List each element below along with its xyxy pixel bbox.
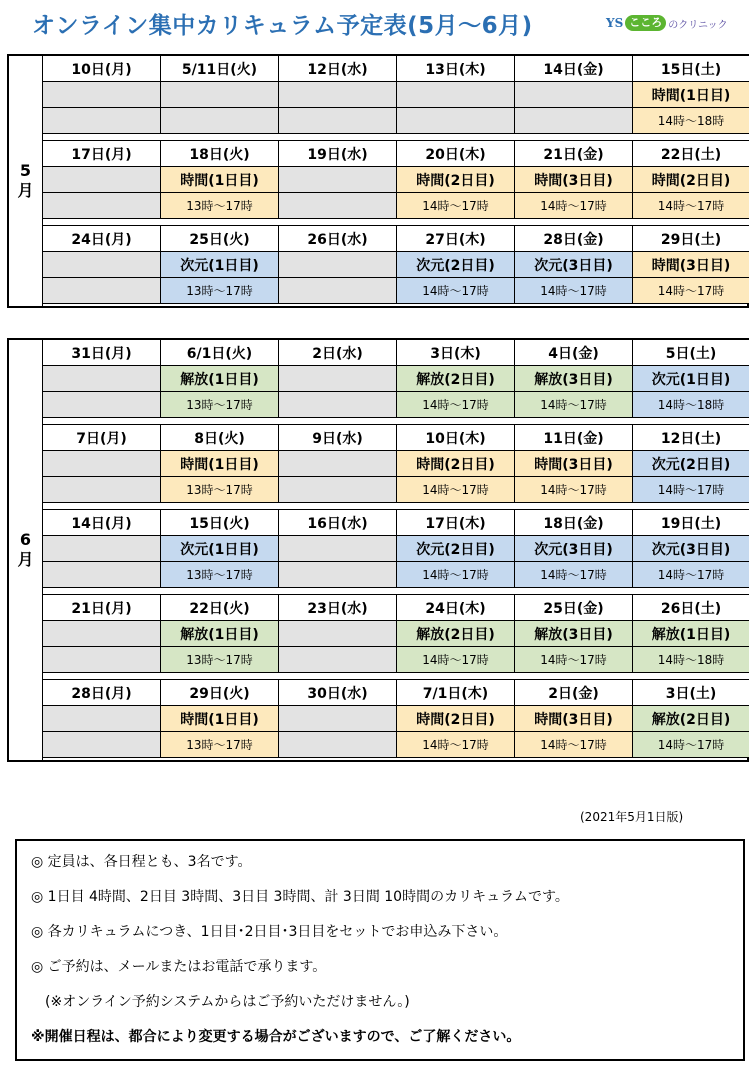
time-cell: 13時～17時 (161, 562, 279, 588)
date-cell: 18日(火) (161, 141, 279, 167)
time-cell (43, 278, 161, 304)
time-cell (43, 477, 161, 503)
date-cell: 28日(金) (515, 226, 633, 252)
time-cell: 13時～17時 (161, 732, 279, 758)
date-cell: 17日(月) (43, 141, 161, 167)
week-group (43, 226, 749, 304)
week-group (43, 340, 749, 418)
course-cell: 次元(2日目) (633, 451, 749, 477)
course-cell: 解放(3日目) (515, 621, 633, 647)
course-cell: 時間(1日目) (161, 451, 279, 477)
course-cell (43, 621, 161, 647)
date-cell: 12日(水) (279, 56, 397, 82)
course-cell (43, 366, 161, 392)
date-cell: 18日(金) (515, 510, 633, 536)
note-line: ◎ ご予約は、メールまたはお電話で承ります。 (31, 959, 327, 975)
date-cell: 3日(土) (633, 680, 749, 706)
date-cell: 2日(水) (279, 340, 397, 366)
course-cell: 時間(1日目) (633, 82, 749, 108)
date-cell: 17日(木) (397, 510, 515, 536)
note-line: (※オンライン予約システムからはご予約いただけません。) (31, 994, 410, 1010)
course-cell: 時間(3日目) (515, 706, 633, 732)
course-cell: 次元(3日目) (515, 252, 633, 278)
date-row (43, 595, 749, 621)
course-cell: 次元(1日目) (161, 252, 279, 278)
time-cell (43, 392, 161, 418)
time-cell: 13時～17時 (161, 193, 279, 219)
time-cell: 14時～17時 (515, 193, 633, 219)
course-cell: 解放(1日目) (633, 621, 749, 647)
date-cell: 22日(土) (633, 141, 749, 167)
time-cell: 14時～17時 (515, 562, 633, 588)
logo-ys: YS (606, 16, 624, 30)
date-cell: 4日(金) (515, 340, 633, 366)
time-cell: 14時～17時 (397, 647, 515, 673)
time-cell: 14時～17時 (397, 193, 515, 219)
time-cell: 14時～17時 (397, 477, 515, 503)
week-group (43, 141, 749, 219)
time-cell: 13時～17時 (161, 278, 279, 304)
time-cell: 13時～17時 (161, 477, 279, 503)
logo-clinic: のクリニック (668, 19, 728, 31)
course-cell (279, 536, 397, 562)
course-row (43, 621, 749, 647)
date-cell: 14日(月) (43, 510, 161, 536)
edition-date: (2021年5月1日版) (580, 810, 684, 824)
date-cell: 8日(火) (161, 425, 279, 451)
date-cell: 13日(木) (397, 56, 515, 82)
course-cell: 時間(2日目) (397, 706, 515, 732)
date-cell: 12日(土) (633, 425, 749, 451)
week-group (43, 510, 749, 588)
course-cell: 解放(2日目) (397, 366, 515, 392)
course-cell: 解放(3日目) (515, 366, 633, 392)
date-cell: 24日(木) (397, 595, 515, 621)
time-row (43, 562, 749, 588)
note-line: ※開催日程は、都合により変更する場合がございますので、ご了解ください。 (31, 1029, 521, 1045)
date-cell: 25日(火) (161, 226, 279, 252)
date-row (43, 510, 749, 536)
course-cell: 時間(3日目) (515, 451, 633, 477)
logo-kokoro: こころ (625, 15, 666, 31)
date-cell: 21日(金) (515, 141, 633, 167)
date-cell: 5日(土) (633, 340, 749, 366)
time-row (43, 278, 749, 304)
clinic-logo (606, 13, 728, 33)
date-row (43, 680, 749, 706)
time-cell: 13時～17時 (161, 392, 279, 418)
note-line: ◎ 1日目 4時間、2日目 3時間、3日目 3時間、計 3日間 10時間のカリキュラムです。 (31, 889, 569, 905)
time-cell (43, 732, 161, 758)
month-label-char: 6 (19, 530, 32, 549)
course-cell (43, 706, 161, 732)
course-row (43, 82, 749, 108)
date-cell: 14日(金) (515, 56, 633, 82)
course-cell (161, 82, 279, 108)
course-cell (279, 706, 397, 732)
date-cell: 2日(金) (515, 680, 633, 706)
time-cell: 14時～17時 (515, 477, 633, 503)
note-line: ◎ 各カリキュラムにつき、1日目･2日目･3日目をセットでお申込み下さい。 (31, 924, 508, 940)
course-cell (515, 82, 633, 108)
course-cell (43, 167, 161, 193)
time-cell: 14時～17時 (397, 278, 515, 304)
course-cell: 次元(1日目) (161, 536, 279, 562)
course-cell: 次元(1日目) (633, 366, 749, 392)
month-block (7, 54, 749, 308)
course-cell (279, 621, 397, 647)
time-cell: 14時～17時 (633, 193, 749, 219)
course-cell: 次元(3日目) (633, 536, 749, 562)
course-cell (279, 82, 397, 108)
date-cell: 30日(水) (279, 680, 397, 706)
note-line: ◎ 定員は、各日程とも、3名です。 (31, 854, 252, 870)
time-cell: 14時～17時 (397, 562, 515, 588)
time-cell (279, 278, 397, 304)
course-cell: 時間(2日目) (397, 167, 515, 193)
time-cell: 14時～18時 (633, 392, 749, 418)
date-row (43, 141, 749, 167)
time-cell (279, 392, 397, 418)
date-row (43, 226, 749, 252)
time-cell (515, 108, 633, 134)
date-cell: 20日(木) (397, 141, 515, 167)
date-cell: 24日(月) (43, 226, 161, 252)
course-row (43, 366, 749, 392)
date-cell: 15日(火) (161, 510, 279, 536)
time-cell: 14時～17時 (515, 732, 633, 758)
week-group (43, 680, 749, 758)
date-cell: 19日(土) (633, 510, 749, 536)
time-cell (279, 732, 397, 758)
time-cell (279, 647, 397, 673)
notes-box (15, 839, 745, 1061)
time-row (43, 392, 749, 418)
date-row (43, 340, 749, 366)
date-cell: 28日(月) (43, 680, 161, 706)
time-cell (161, 108, 279, 134)
date-cell: 7日(月) (43, 425, 161, 451)
date-cell: 29日(火) (161, 680, 279, 706)
course-cell (279, 451, 397, 477)
time-row (43, 477, 749, 503)
course-row (43, 252, 749, 278)
course-cell (43, 451, 161, 477)
course-cell: 解放(1日目) (161, 366, 279, 392)
course-cell: 次元(2日目) (397, 536, 515, 562)
course-cell: 時間(3日目) (515, 167, 633, 193)
time-cell: 14時～18時 (633, 108, 749, 134)
time-cell: 14時～17時 (397, 392, 515, 418)
date-cell: 27日(木) (397, 226, 515, 252)
course-cell: 解放(2日目) (397, 621, 515, 647)
week-group (43, 56, 749, 134)
course-cell: 時間(2日目) (397, 451, 515, 477)
course-cell (43, 252, 161, 278)
week-group (43, 425, 749, 503)
course-row (43, 167, 749, 193)
date-cell: 10日(月) (43, 56, 161, 82)
date-cell: 26日(水) (279, 226, 397, 252)
time-cell (279, 477, 397, 503)
date-cell: 21日(月) (43, 595, 161, 621)
date-cell: 26日(土) (633, 595, 749, 621)
time-cell: 14時～17時 (633, 562, 749, 588)
time-cell: 14時～17時 (515, 647, 633, 673)
time-cell: 13時～17時 (161, 647, 279, 673)
time-cell: 14時～17時 (633, 732, 749, 758)
time-cell: 14時～17時 (633, 477, 749, 503)
course-cell (43, 536, 161, 562)
course-cell: 解放(1日目) (161, 621, 279, 647)
course-cell: 時間(1日目) (161, 167, 279, 193)
time-cell: 14時～17時 (515, 278, 633, 304)
week-group (43, 595, 749, 673)
course-cell (279, 167, 397, 193)
date-cell: 3日(木) (397, 340, 515, 366)
time-cell (43, 562, 161, 588)
time-cell (279, 562, 397, 588)
date-cell: 9日(水) (279, 425, 397, 451)
time-row (43, 193, 749, 219)
month-label-char: 5 (19, 161, 32, 180)
course-row (43, 451, 749, 477)
month-block (7, 338, 749, 762)
time-cell: 14時～18時 (633, 647, 749, 673)
date-cell: 15日(土) (633, 56, 749, 82)
date-cell: 16日(水) (279, 510, 397, 536)
course-cell (279, 252, 397, 278)
month-label (9, 340, 42, 760)
date-cell: 10日(木) (397, 425, 515, 451)
month-label-char: 月 (17, 550, 34, 569)
course-cell: 次元(2日目) (397, 252, 515, 278)
date-cell: 11日(金) (515, 425, 633, 451)
time-row (43, 647, 749, 673)
date-cell: 19日(水) (279, 141, 397, 167)
time-row (43, 108, 749, 134)
date-cell: 22日(火) (161, 595, 279, 621)
date-row (43, 56, 749, 82)
date-cell: 31日(月) (43, 340, 161, 366)
date-cell: 29日(土) (633, 226, 749, 252)
time-cell (43, 193, 161, 219)
time-cell: 14時～17時 (397, 732, 515, 758)
course-cell: 時間(1日目) (161, 706, 279, 732)
date-cell: 5/11日(火) (161, 56, 279, 82)
course-cell: 解放(2日目) (633, 706, 749, 732)
date-row (43, 425, 749, 451)
date-cell: 6/1日(火) (161, 340, 279, 366)
course-cell (279, 366, 397, 392)
time-row (43, 732, 749, 758)
time-cell (397, 108, 515, 134)
month-label-char: 月 (17, 181, 34, 200)
time-cell (43, 647, 161, 673)
time-cell: 14時～17時 (515, 392, 633, 418)
time-cell: 14時～17時 (633, 278, 749, 304)
course-cell: 時間(2日目) (633, 167, 749, 193)
time-cell (279, 108, 397, 134)
time-cell (279, 193, 397, 219)
date-cell: 23日(水) (279, 595, 397, 621)
course-cell (43, 82, 161, 108)
course-row (43, 536, 749, 562)
course-cell (397, 82, 515, 108)
course-cell: 次元(3日目) (515, 536, 633, 562)
date-cell: 7/1日(木) (397, 680, 515, 706)
month-label (9, 56, 42, 306)
time-cell (43, 108, 161, 134)
date-cell: 25日(金) (515, 595, 633, 621)
course-row (43, 706, 749, 732)
course-cell: 時間(3日目) (633, 252, 749, 278)
page-title: オンライン集中カリキュラム予定表(5月～6月) (32, 13, 533, 39)
